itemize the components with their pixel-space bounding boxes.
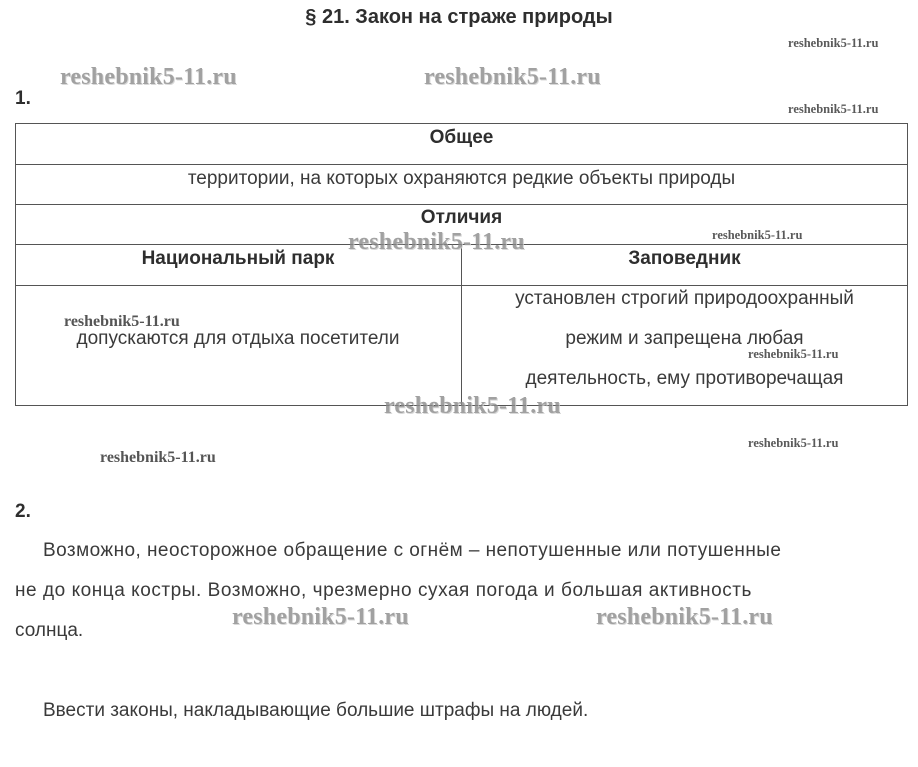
national-park-header: Национальный парк [141,248,335,269]
answer-line: солнца. [15,620,84,641]
watermark: reshebnik5-11.ru [100,449,216,466]
watermark: reshebnik5-11.ru [60,64,237,90]
reserve-text-line: деятельность, ему противоречащая [525,368,844,389]
watermark: reshebnik5-11.ru [232,604,409,630]
answer-paragraph: Ввести законы, накладывающие большие штрафы на людей. [43,700,589,721]
table-border [15,123,908,124]
watermark: reshebnik5-11.ru [596,604,773,630]
comparison-table [15,123,908,406]
answer-line: не до конца костры. Возможно, чрезмерно сухая погода и большая активность [15,580,752,601]
page-title: § 21. Закон на страже природы [305,6,613,28]
watermark: reshebnik5-11.ru [748,436,839,450]
national-park-text: допускаются для отдыха посетители [76,328,400,349]
watermark: reshebnik5-11.ru [424,64,601,90]
table-border [15,164,908,165]
common-text: территории, на которых охраняются редкие объекты природы [187,168,736,189]
reserve-text-line: режим и запрещена любая [565,328,804,349]
watermark: reshebnik5-11.ru [748,347,839,361]
watermark: reshebnik5-11.ru [788,102,879,116]
reserve-text-line: установлен строгий природоохранный [515,288,854,309]
task-2-number: 2. [15,501,31,522]
reserve-header: Заповедник [628,248,741,269]
task-1-number: 1. [15,88,31,109]
table-border [15,204,908,205]
common-header: Общее [429,127,494,148]
watermark: reshebnik5-11.ru [384,393,561,419]
watermark: reshebnik5-11.ru [348,229,525,255]
watermark: reshebnik5-11.ru [64,313,180,330]
answer-line: Возможно, неосторожное обращение с огнём – непотушенные или потушенные [43,540,782,561]
differences-header: Отличия [420,207,503,228]
watermark: reshebnik5-11.ru [712,228,803,242]
watermark: reshebnik5-11.ru [788,36,879,50]
